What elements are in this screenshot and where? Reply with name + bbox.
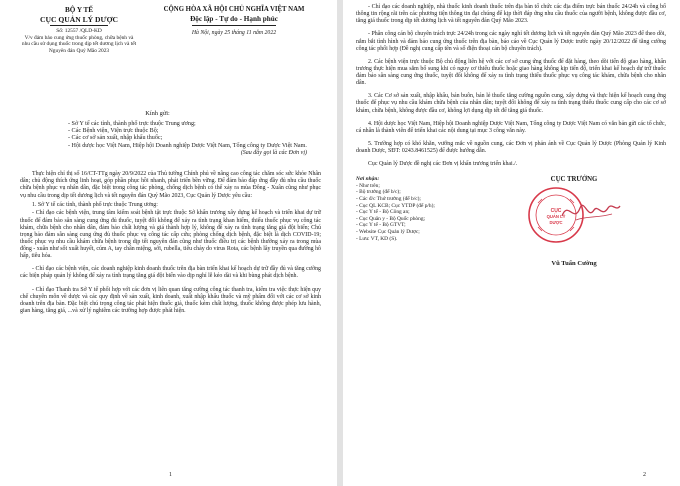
body-paragraph: - Chỉ đạo các bệnh viện, các doanh nghiệp kinh doanh thuốc trên địa bàn triển khai kế hoạch dự trữ đầy đủ và tăng cường các biện pháp quản lý không để xảy ra tình trạng tăng giá đột biến vào dịp nghỉ lễ kéo dài và khi bùng phát dịch bệnh. <box>20 266 321 280</box>
recipient-item: - Cục Y tế - Bộ Công an; <box>356 209 410 216</box>
recipients-label: Nơi nhận: <box>356 176 380 183</box>
ministry-name: BỘ Y TẾ <box>64 6 94 14</box>
signature-area <box>356 176 666 304</box>
body-paragraph: 3. Các Cơ sở sản xuất, nhập khẩu, bán buôn, bán lẻ thuốc tăng cường nguồn cung, xây dựng và thực hiện kế hoạch cung ứng thuốc để phục vụ nhu cầu khám chữa bệnh của nhân dân; tuyệt đối không để xảy ra tình trạng thiếu thuốc cung cấp cho các cơ sở khám, chữa bệnh, không được đầu cơ, không lợi dụng dịp tết để tăng giá thuốc. <box>356 93 666 114</box>
page2-body <box>356 4 666 168</box>
body-paragraph: Thực hiện chỉ thị số 16/CT-TTg ngày 20/9/2022 của Thủ tướng Chính phủ về nâng cao công tác chăm sóc sức khỏe Nhân dân; chủ động thích ứng linh hoạt, góp phần phục hồi nhanh, phát triển bền vững. Để đảm bảo đáp ứng đầy đủ nhu cầu thuốc chữa bệnh phục vụ nhân dân, đặc biệt trong công tác phòng, chống dịch bệnh có thể xảy ra mùa Đông - Xuân cũng như phục vụ nhu cầu trong dịp tết dương lịch và tết nguyên đán Quý Mão 2023, Cục Quản lý Dược yêu cầu: <box>20 171 321 199</box>
page-number: 2 <box>643 472 646 478</box>
body-paragraph: 4. Hội dược học Việt Nam, Hiệp hội Doanh nghiệp Dược Việt Nam, Tổng công ty Dược Việt Nam có văn bản gửi các tổ chức, cá nhân là thành viên để triển khai các nội dung tại mục 3 công văn này. <box>356 120 666 134</box>
document-page-1 <box>0 0 337 486</box>
recipient-item: - Lưu: VT, KD (S). <box>356 235 398 242</box>
greeting: Kính gửi: <box>145 110 170 117</box>
recipient-item: - Hội dược học Việt Nam, Hiệp hội Doanh nghiệp Dược Việt Nam, Tổng công ty Dược Việt Nam. <box>68 142 307 149</box>
page-number: 1 <box>169 472 172 478</box>
document-header <box>20 6 321 110</box>
recipients-list <box>68 121 321 150</box>
agency-underline <box>50 25 108 26</box>
recipient-item: - Các cơ sở sản xuất, nhập khẩu thuốc; <box>68 135 163 142</box>
recipient-item: - Website Cục Quản lý Dược; <box>356 229 420 235</box>
document-page-2 <box>343 0 680 486</box>
document-number: Số: 12557 /QLD-KD <box>56 28 102 34</box>
page1-body <box>20 171 321 315</box>
recipient-item: - Bộ trưởng (để b/c); <box>356 189 401 196</box>
recipient-item: - Các đ/c Thứ trưởng (để b/c); <box>356 196 421 203</box>
body-paragraph: 5. Trường hợp có khó khăn, vướng mắc về nguồn cung, các Đơn vị phản ánh về Cục Quản lý Dược (Phòng Quản lý Kinh doanh Dược, SĐT: 0243.8461525) để được hướng dẫn. <box>356 140 666 154</box>
recipient-item: - Như trên; <box>356 182 380 189</box>
recipients-note: (Sau đây gọi là các Đơn vị) <box>240 149 307 156</box>
signature-block <box>514 176 634 268</box>
body-paragraph: - Chỉ đạo Thanh tra Sở Y tế phối hợp với các đơn vị liên quan tăng cường công tác thanh tra, kiểm tra việc thực hiện quy chế chuyên môn về dược và các quy định về sản xuất, kinh doanh, xuất nhập khẩu thuốc và mỹ phẩm đối với các cơ sở kinh doanh trên địa bàn. Đặc biệt chú trọng công tác phát hiện thuốc giả, thuốc kém chất lượng, thuốc không được phép lưu hành, gian hàng, tăng giá, ...và xử lý nghiêm các trường hợp được phát hiện. <box>20 286 321 314</box>
body-paragraph: 2. Các bệnh viện trực thuộc Bộ chủ động liên hệ với các cơ sở cung ứng thuốc để đặt hàng, theo dõi tiến độ giao hàng, khẩn trương thực hiện mua sắm bổ sung khi có nguy cơ thiếu thuốc hoặc giao hàng không kịp tiến độ, triển khai kế hoạch dự trữ thuốc đảm bảo sẵn sàng cung ứng thuốc, tuyệt đối không để xảy ra tình trạng thiếu thuốc phục vụ công tác khám, chữa bệnh cho nhân dân. <box>356 58 666 87</box>
svg-text:CỤC: CỤC <box>550 208 562 215</box>
national-motto: Độc lập - Tự do - Hạnh phúc <box>190 14 278 23</box>
body-paragraph: - Phân công cán bộ chuyên trách trực 24/24h trong các ngày nghỉ tết dương lịch và tết nguyên đán Quý Mão 2023 để theo dõi, nắm bắt tình hình và đảm bảo cung ứng thuốc trên địa bàn, báo cáo về Cục Quản lý Dược trước ngày 20/12/2022 để tăng cường công tác phối hợp (Đề nghị cung cấp tên và số điện thoại cán bộ chuyên trách). <box>356 31 666 52</box>
agency-name: CỤC QUẢN LÝ DƯỢC <box>40 15 118 24</box>
national-title-block <box>144 6 324 37</box>
national-title: CỘNG HÒA XÃ HỘI CHỦ NGHĨA VIỆT NAM <box>163 6 305 13</box>
document-date: Hà Nội, ngày 25 tháng 11 năm 2022 <box>191 29 277 36</box>
section-heading: 1. Sở Y tế các tỉnh, thành phố trực thuộc Trung ương: <box>32 201 158 208</box>
signer-title: CỤC TRƯỞNG <box>550 176 598 184</box>
recipient-item: - Các Bệnh viện, Viện trực thuộc Bộ; <box>68 128 159 135</box>
recipients-list-footer <box>356 176 506 242</box>
signer-name: Vũ Tuấn Cường <box>551 260 597 268</box>
recipient-item: - Cục QL KCB; Cục YTDP (để p/h); <box>356 202 435 209</box>
body-paragraph: - Chỉ đạo các doanh nghiệp, nhà thuốc kinh doanh thuốc trên địa bàn tổ chức các địa điểm trực bán thuốc 24/24h và công bố thông tin rộng rãi trên các phương tiện thông tin đại chúng để kịp thời đáp ứng nhu cầu thuốc của người bệnh, không được đầu cơ, tăng giá thuốc trong dịp tết dương lịch và tết nguyên đán Quý Mão 2023. <box>356 4 666 25</box>
issuing-agency-block <box>20 6 138 54</box>
svg-text:DƯỢC: DƯỢC <box>549 220 563 226</box>
recipient-item: - Cục Quân y - Bộ Quốc phòng; <box>356 215 426 222</box>
handwritten-signature-icon <box>558 194 622 228</box>
motto-underline <box>192 25 276 26</box>
body-paragraph: - Chỉ đạo các bệnh viện, trung tâm kiểm soát bệnh tật trực thuộc Sở khẩn trương xây dựng kế hoạch và triển khai dự trữ thuốc để đảm bảo sẵn sàng cung ứng đủ thuốc, tuyệt đối không để xảy ra tình trạng khan hiếm, thiếu thuốc phục vụ công tác khám, chữa bệnh cho nhân dân, đảm bảo chất lượng và giá thành hợp lý, không để xảy ra tình trạng tăng giá đột biến; Chú trọng bảo đảm sẵn sàng cung ứng đủ thuốc phục vụ công tác cấp cứu; phòng chống dịch bệnh, đặc biệt là dịch COVID-19; thuốc phục vụ nhu cầu khám chữa bệnh trong dịp tết nguyên đán cũng như thuốc điều trị các bệnh thường xảy ra trong mùa đông - xuân như sốt xuất huyết, cúm A, tay chân miệng, sởi, rubella, tiêu chảy do virus Rota, các bệnh lây truyền qua đường hô hấp, tiêu hóa. <box>20 210 321 260</box>
recipient-item: - Sở Y tế các tỉnh, thành phố trực thuộc Trung ương; <box>68 121 196 127</box>
recipient-item: - Cục Y tế - Bộ GTVT; <box>356 222 406 229</box>
svg-text:QUẢN LÝ: QUẢN LÝ <box>546 214 566 220</box>
closing-line: Cục Quản lý Dược đề nghị các Đơn vị khẩn trương triển khai./. <box>368 161 518 168</box>
document-subject: V/v đảm bảo cung ứng thuốc phòng, chữa bệnh và nhu cầu sử dụng thuốc trong dịp tết dương lịch và tết Nguyên đán Quý Mão 2023 <box>21 35 137 54</box>
